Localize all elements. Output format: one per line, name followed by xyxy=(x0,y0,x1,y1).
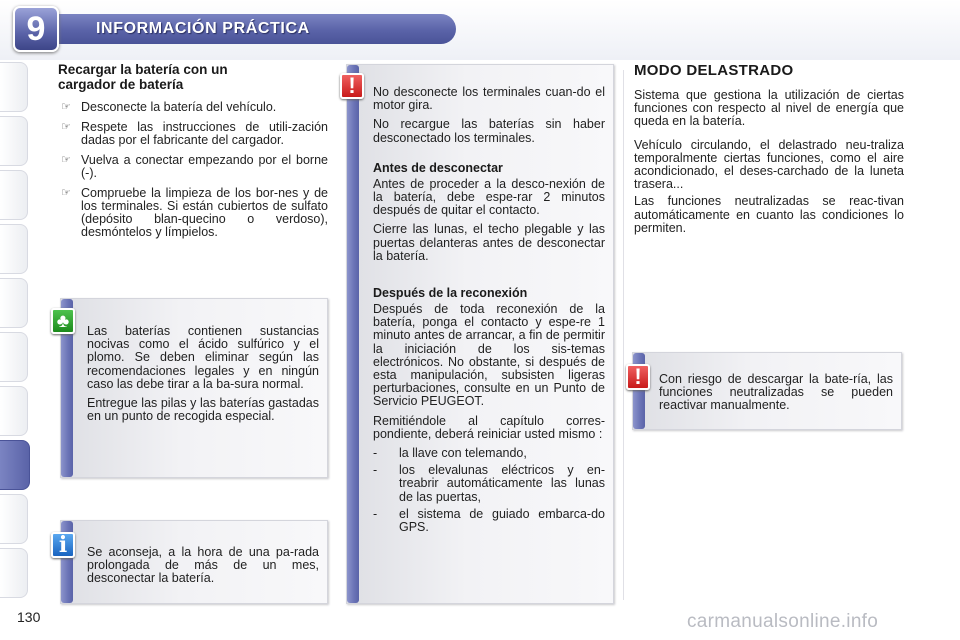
list-item-text: Vuelva a conectar empezando por el borne (-). xyxy=(81,153,328,180)
chapter-tab[interactable] xyxy=(0,548,28,598)
after-reconnect-heading: Después de la reconexión xyxy=(373,286,528,301)
delastrado-warning-note xyxy=(632,352,902,430)
chapter-tabs xyxy=(0,62,34,602)
page-number: 130 xyxy=(17,609,41,625)
before-disconnect-text: Antes de proceder a la desco-nexión de la batería, debe espe-rar 2 minutos después de quitar el contacto. xyxy=(373,176,605,218)
pointing-hand-icon: ☞ xyxy=(61,121,71,133)
warning-intro-text: No recargue las baterías sin haber desconectado los terminales. xyxy=(373,117,605,145)
delastrado-section xyxy=(634,62,904,245)
list-item xyxy=(58,101,328,114)
chapter-tab-active[interactable] xyxy=(0,440,30,490)
after-reconnect-text: Después de toda reconexión de la batería, ponga el contacto y espe-re 1 minuto antes de arrancar, a fin de permitir la iniciación de los sis-temas electrónicos. No obstante, si después de esta manipulación, subsisten ligeras perturbaciones, consulte en un Punto de Servicio PEUGEOT. xyxy=(373,302,605,409)
warning-icon: ! xyxy=(626,364,650,390)
chapter-tab[interactable] xyxy=(0,494,28,544)
list-item-text: Compruebe la limpieza de los bor-nes y de los terminales. Si están cubiertos de sulfato (depósito blan-quecino o verdoso), desmóntelos y límpielos. xyxy=(81,186,328,239)
column-divider xyxy=(623,70,624,600)
list-item xyxy=(373,464,605,504)
chapter-tab[interactable] xyxy=(0,116,28,166)
list-item-text: el sistema de guiado embarca-do GPS. xyxy=(399,506,605,535)
chapter-tab[interactable] xyxy=(0,278,28,328)
delastrado-heading: MODO DELASTRADO xyxy=(634,62,794,79)
delastrado-text: Vehículo circulando, el delastrado neu-traliza temporalmente ciertas funciones, como el aire acondicionado, el deses-carchado de la luneta trasera... xyxy=(634,137,904,192)
delastrado-text: Sistema que gestiona la utilización de ciertas funciones con respecto al nivel de energía que queda en la batería. xyxy=(634,88,904,129)
recharge-section xyxy=(58,62,328,246)
environment-icon: ♣ xyxy=(51,308,75,334)
watermark: carmanualsonline.info xyxy=(687,611,879,632)
page-title: INFORMACIÓN PRÁCTICA xyxy=(96,20,310,37)
pointing-hand-icon: ☞ xyxy=(61,187,71,199)
info-icon: i xyxy=(51,532,75,558)
delastrado-text: Las funciones neutralizadas se reac-tivan automáticamente en cuanto las condiciones lo permiten. xyxy=(634,194,904,235)
pointing-hand-icon: ☞ xyxy=(61,154,71,166)
disconnect-warning-note xyxy=(346,64,614,604)
before-disconnect-heading: Antes de desconectar xyxy=(373,160,503,175)
recharge-heading xyxy=(58,62,328,92)
list-item xyxy=(58,121,328,147)
before-disconnect-text: Cierre las lunas, el techo plegable y las puertas delanteras antes de desconectar la batería. xyxy=(373,222,605,263)
info-note xyxy=(60,520,328,604)
list-item xyxy=(373,508,605,534)
environment-note xyxy=(60,298,328,478)
after-reconnect-text: Remitiéndole al capítulo corres-pondiente, deberá reiniciar usted mismo : xyxy=(373,413,605,441)
environment-note-text: Entregue las pilas y las baterías gastadas en un punto de recogida especial. xyxy=(87,396,319,424)
note-stripe xyxy=(347,65,359,603)
environment-note-text: Las baterías contienen sustancias nocivas como el ácido sulfúrico y el plomo. Se deben eliminar según las recomendaciones legales y en ningún caso las debe tirar a la ba-sura normal. xyxy=(87,324,319,391)
list-item-text: Desconecte la batería del vehículo. xyxy=(81,100,277,114)
delastrado-warning-text: Con riesgo de descargar la bate-ría, las funciones neutralizadas se pueden reactivar manualmente. xyxy=(659,372,893,413)
chapter-tab[interactable] xyxy=(0,224,28,274)
list-item-text: Respete las instrucciones de utili-zación dadas por el fabricante del cargador. xyxy=(81,120,328,147)
chapter-tab[interactable] xyxy=(0,170,28,220)
chapter-tab[interactable] xyxy=(0,386,28,436)
list-item xyxy=(58,187,328,239)
reset-list xyxy=(373,447,605,534)
chapter-number-badge: 9 xyxy=(13,6,59,52)
list-item-text: los elevalunas eléctricos y en-treabrir automáticamente las lunas de las puertas, xyxy=(399,463,605,504)
chapter-tab[interactable] xyxy=(0,332,28,382)
info-note-text: Se aconseja, a la hora de una pa-rada prolongada de más de un mes, desconectar la batería. xyxy=(87,545,319,586)
recharge-steps xyxy=(58,101,328,239)
warning-icon: ! xyxy=(340,73,364,99)
recharge-heading-line1: Recargar la batería con un xyxy=(58,62,228,77)
chapter-tab[interactable] xyxy=(0,62,28,112)
list-item xyxy=(58,154,328,180)
warning-intro-text: No desconecte los terminales cuan-do el motor gira. xyxy=(373,85,605,113)
recharge-heading-line2: cargador de batería xyxy=(58,77,184,92)
dash-mark: - xyxy=(373,446,378,461)
pointing-hand-icon: ☞ xyxy=(61,101,71,113)
list-item-text: la llave con telemando, xyxy=(399,446,527,461)
list-item xyxy=(373,447,605,460)
dash-mark: - xyxy=(373,463,378,478)
dash-mark: - xyxy=(373,506,378,521)
